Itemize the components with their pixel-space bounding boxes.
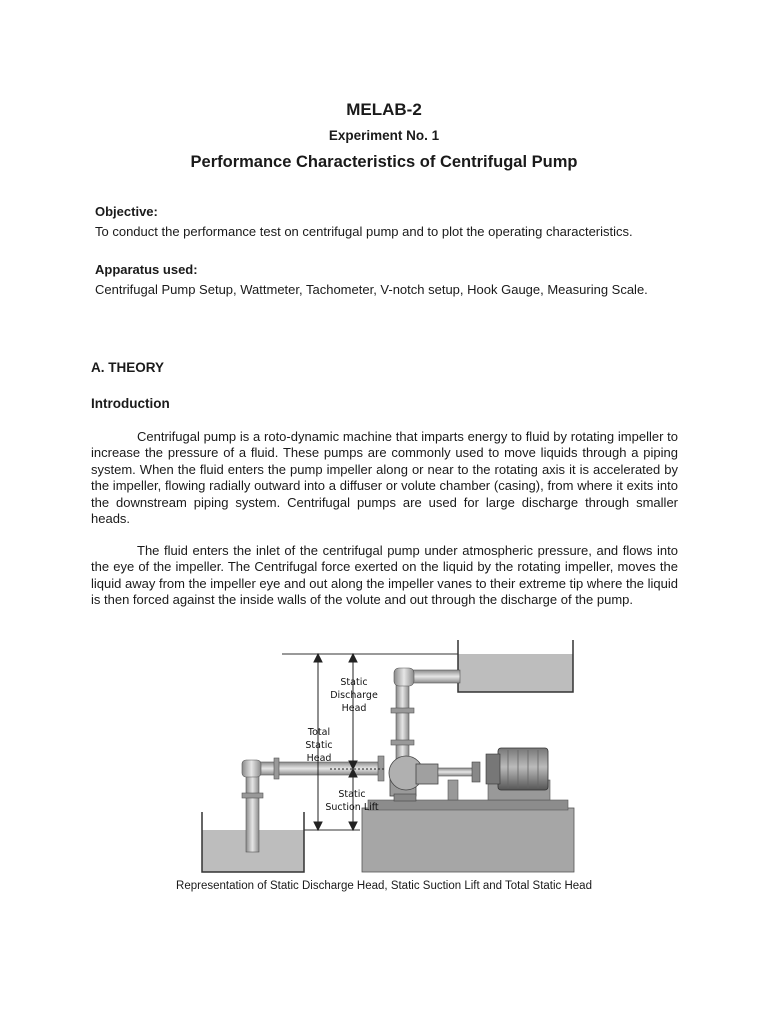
pump-shaft — [438, 762, 480, 800]
pump-base — [362, 800, 574, 872]
label-text: Head — [341, 703, 367, 714]
apparatus-label: Apparatus used: — [95, 262, 198, 277]
label-text: Static — [338, 789, 366, 800]
paragraph-text: Centrifugal pump is a roto-dynamic machine that imparts energy to fluid by rotating impeller to increase the pressure of a fluid. These pumps are commonly used to move liquids through a piping system. When the fluid enters the pump impeller along or near to the rotating axis it is accelerated by the impeller, flowing radially outward into a diffuser or volute chamber (casing), from where it exits into the downstream piping system. Centrifugal pumps are used for large discharge through smaller heads. — [91, 429, 678, 527]
paragraph-text: The fluid enters the inlet of the centrifugal pump under atmospheric pressure, and flows into the eye of the impeller. The Centrifugal force exerted on the liquid by the rotating impeller, moves the liquid away from the impeller eye and out along the impeller vanes to their extreme tip where the liquid is then forced against the inside walls of the volute and out through the discharge of the pump. — [91, 543, 678, 608]
label-text: Suction Lift — [325, 802, 379, 813]
total-head-label — [305, 727, 332, 764]
pump-head-diagram — [190, 640, 580, 880]
figure-caption: Representation of Static Discharge Head, Static Suction Lift and Total Static Head — [176, 880, 592, 892]
pump-casing — [389, 756, 438, 801]
discharge-head-label — [330, 677, 378, 714]
label-text: Head — [306, 753, 332, 764]
upper-tank — [458, 640, 573, 692]
objective-label: Objective: — [95, 204, 158, 219]
motor — [486, 748, 550, 800]
paragraph — [91, 543, 678, 609]
course-code: MELAB-2 — [346, 100, 422, 119]
discharge-pipe — [391, 668, 460, 768]
document-title: Performance Characteristics of Centrifugal Pump — [190, 153, 578, 171]
apparatus-text: Centrifugal Pump Setup, Wattmeter, Tachometer, V-notch setup, Hook Gauge, Measuring Scale. — [95, 282, 648, 297]
label-text: Discharge — [330, 690, 378, 701]
label-text: Static — [340, 677, 368, 688]
section-subheading: Introduction — [91, 396, 170, 411]
section-heading: A. THEORY — [91, 360, 165, 375]
label-text: Total — [307, 727, 331, 738]
paragraph — [91, 429, 678, 527]
label-text: Static — [305, 740, 333, 751]
objective-text: To conduct the performance test on centrifugal pump and to plot the operating characteristics. — [95, 224, 633, 239]
experiment-number: Experiment No. 1 — [328, 128, 440, 143]
